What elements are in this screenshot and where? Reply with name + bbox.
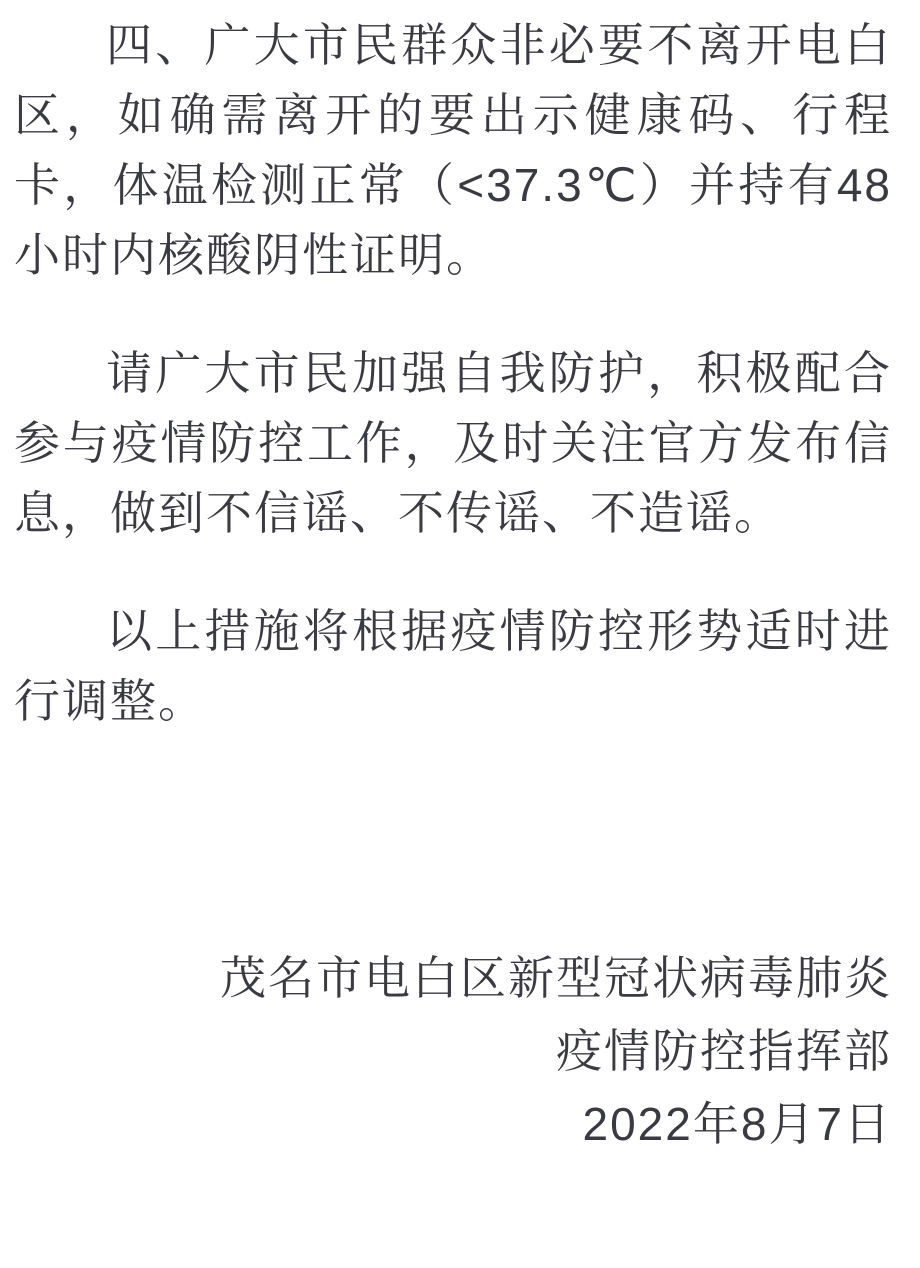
paragraph-adjustment-note: 以上措施将根据疫情防控形势适时进行调整。 bbox=[14, 605, 892, 727]
paragraph-item-four: 四、广大市民群众非必要不离开电白区，如确需离开的要出示健康码、行程卡，体温检测正常（<37.3℃）并持有48小时内核酸阴性证明。 bbox=[14, 19, 892, 281]
notice-body bbox=[0, 10, 920, 736]
signature-block bbox=[0, 942, 920, 1161]
paragraph-public-advice: 请广大市民加强自我防护，积极配合参与疫情防控工作，及时关注官方发布信息，做到不信谣、不传谣、不造谣。 bbox=[14, 347, 892, 539]
signature-organization-line2: 疫情防控指挥部 bbox=[556, 1025, 892, 1077]
signature-date: 2022年8月7日 bbox=[582, 1098, 892, 1150]
signature-organization-line1: 茂名市电白区新型冠状病毒肺炎 bbox=[220, 952, 892, 1004]
